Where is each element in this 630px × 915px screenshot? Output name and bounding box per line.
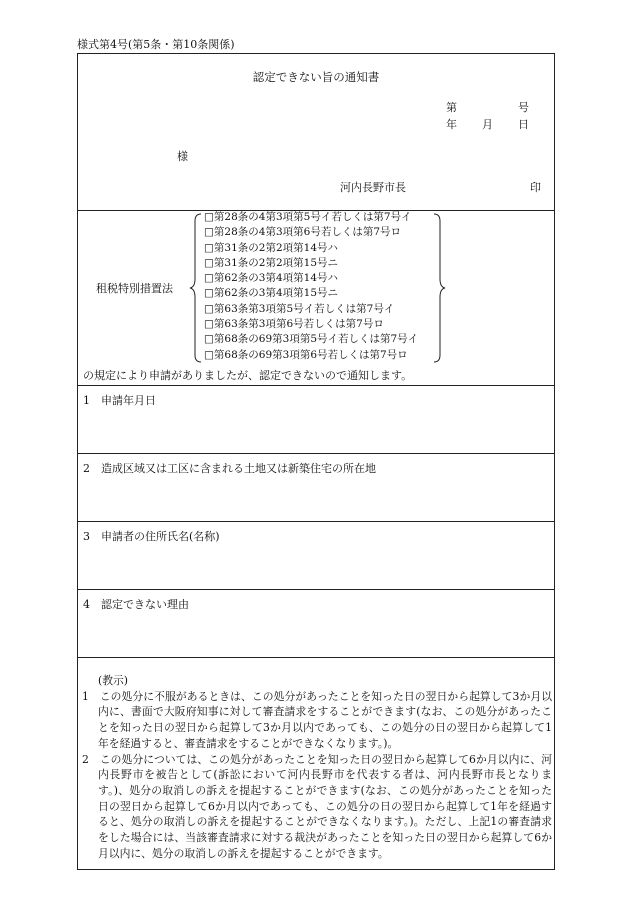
issuer-name: 河内長野市長	[340, 181, 406, 194]
law-article-checkbox[interactable]: □第63条第3項第5号イ若しくは第7号イ	[204, 302, 395, 315]
notice-item-lawsuit: 2 この処分については、この処分があったことを知った日の翌日から起算して6か月以内に、河内長野市を被告として(訴訟において河内長野市を代表する者は、河内長野市長となります。)、処分の取消しの訴えを提起することができます(なお、この処分があったことを知った日の翌日から起算して6か月以内であっても、この処分の日の翌日から起算して1年を経過すると、処分の取消しの訴えを提起することができなくなります。)。ただし、上記1の審査請求をした場合には、当該審査請求に対する裁決があったことを知った日の翌日から起算して6か月以内に、処分の取消しの訴えを提起することができます。	[82, 752, 552, 860]
law-article-checkbox[interactable]: □第31条の2第2項第14号ハ	[204, 241, 339, 254]
law-name: 租税特別措置法	[96, 282, 173, 295]
divider-law	[78, 385, 554, 386]
law-article-checkbox[interactable]: □第62条の3第4項第14号ハ	[204, 272, 339, 285]
law-article-checkbox[interactable]: □第68条の69第3項第5号イ若しくは第7号イ	[204, 333, 419, 346]
law-article-checkbox[interactable]: □第28条の4第3項第5号イ若しくは第7号イ	[204, 211, 412, 223]
notice-heading: (教示)	[98, 674, 129, 687]
appeal-notice	[82, 673, 552, 861]
divider-section-2	[78, 521, 554, 522]
law-article-checkbox[interactable]: □第68条の69第3項第6号若しくは第7号ロ	[204, 348, 408, 361]
section-reason: 4 認定できない理由	[83, 598, 189, 611]
number-suffix: 号	[518, 101, 529, 114]
section-location: 2 造成区域又は工区に含まれる土地又は新築住宅の所在地	[83, 462, 376, 475]
notice-item-review-request: 1 この処分に不服があるときは、この処分があったことを知った日の翌日から起算して3か月以内に、書面で大阪府知事に対して審査請求をすることができます(なお、この処分があったことを知った日の翌日から起算して3か月以内であっても、この処分の日の翌日から起算して1年を経過すると、審査請求をすることができなくなります。)。	[82, 689, 552, 750]
date-month: 月	[482, 118, 493, 131]
law-article-checkbox[interactable]: □第63条第3項第6号若しくは第7号ロ	[204, 318, 384, 331]
form-number-label: 様式第4号(第5条・第10条関係)	[77, 38, 235, 51]
law-article-checkbox[interactable]: □第62条の3第4項第15号ニ	[204, 287, 339, 300]
addressee-suffix: 様	[177, 150, 188, 163]
law-statement: の規定により申請がありましたが、認定できないので通知します。	[83, 369, 413, 382]
law-article-list	[204, 210, 444, 363]
law-article-checkbox[interactable]: □第31条の2第2項第15号ニ	[204, 256, 339, 269]
left-brace-icon	[189, 213, 203, 363]
document-frame	[77, 53, 555, 870]
divider-section-3	[78, 589, 554, 590]
section-application-date: 1 申請年月日	[83, 394, 156, 407]
divider-section-1	[78, 453, 554, 454]
section-applicant: 3 申請者の住所氏名(名称)	[83, 530, 220, 543]
law-article-checkbox[interactable]: □第28条の4第3項第6号若しくは第7号ロ	[204, 226, 402, 239]
date-year: 年	[446, 118, 457, 131]
document-title: 認定できない旨の通知書	[252, 70, 380, 84]
date-day: 日	[518, 118, 529, 131]
divider-section-4	[78, 657, 554, 658]
seal-mark: 印	[530, 181, 541, 194]
number-prefix: 第	[446, 101, 457, 114]
